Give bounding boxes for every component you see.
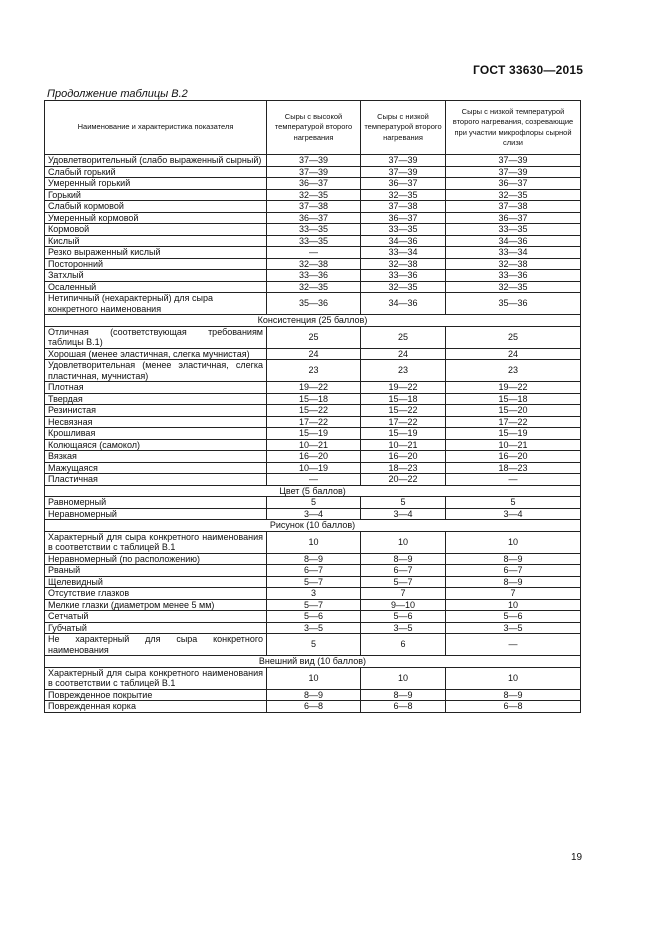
row-name: Поврежденное покрытие — [45, 689, 267, 701]
table-row — [45, 428, 581, 440]
row-name: Нетипичный (нехарактерный) для сыра конкретного наименования — [45, 293, 267, 315]
table-row — [45, 701, 581, 713]
row-name: Крошливая — [45, 428, 267, 440]
table-row — [45, 576, 581, 588]
row-name: Слабый кормовой — [45, 201, 267, 213]
row-name: Мелкие глазки (диаметром менее 5 мм) — [45, 599, 267, 611]
table-row — [45, 497, 581, 509]
row-value: 6 — [361, 634, 446, 656]
row-value: 5 — [446, 497, 581, 509]
row-value: 15—19 — [267, 428, 361, 440]
row-value: 23 — [446, 360, 581, 382]
row-name: Посторонний — [45, 258, 267, 270]
table-row — [45, 326, 581, 348]
row-value: 10 — [361, 667, 446, 689]
row-value: 5—7 — [361, 576, 446, 588]
row-value: 36—37 — [446, 212, 581, 224]
table-row — [45, 189, 581, 201]
evaluation-table — [44, 100, 581, 713]
row-name: Неравномерный (по расположению) — [45, 553, 267, 565]
row-name: Горький — [45, 189, 267, 201]
table-row — [45, 622, 581, 634]
table-row — [45, 599, 581, 611]
row-value: 37—39 — [361, 155, 446, 167]
row-value: 37—39 — [446, 155, 581, 167]
row-value: 5—6 — [267, 611, 361, 623]
row-value: 8—9 — [446, 576, 581, 588]
row-value: 32—38 — [361, 258, 446, 270]
row-value: 7 — [361, 588, 446, 600]
row-value: 5 — [361, 497, 446, 509]
row-value: 16—20 — [267, 451, 361, 463]
row-value: 8—9 — [267, 553, 361, 565]
row-value: 33—36 — [446, 270, 581, 282]
row-name: Слабый горький — [45, 166, 267, 178]
row-name: Колющаяся (самокол) — [45, 439, 267, 451]
section-heading: Рисунок (10 баллов) — [45, 520, 581, 532]
row-value: 10 — [361, 531, 446, 553]
row-value: 16—20 — [446, 451, 581, 463]
table-row — [45, 611, 581, 623]
row-value: 3—4 — [267, 508, 361, 520]
row-value: 37—38 — [361, 201, 446, 213]
row-value: 25 — [267, 326, 361, 348]
table-row — [45, 565, 581, 577]
column-header: Сыры с высокой температурой второго нагревания — [267, 101, 361, 155]
table-row — [45, 474, 581, 486]
row-value: — — [267, 474, 361, 486]
row-value: 17—22 — [267, 416, 361, 428]
row-value: 19—22 — [267, 382, 361, 394]
row-value: 24 — [361, 348, 446, 360]
row-name: Удовлетворительный (слабо выраженный сырный) — [45, 155, 267, 167]
row-value: 24 — [446, 348, 581, 360]
row-value: 32—38 — [267, 258, 361, 270]
row-value: 32—35 — [446, 281, 581, 293]
table-row — [45, 439, 581, 451]
table-row — [45, 212, 581, 224]
row-value: 33—36 — [267, 270, 361, 282]
page-number: 19 — [571, 852, 583, 863]
row-name: Умеренный кормовой — [45, 212, 267, 224]
section-row — [45, 485, 581, 497]
row-value: 6—7 — [446, 565, 581, 577]
row-name: Неравномерный — [45, 508, 267, 520]
row-value: 32—35 — [361, 281, 446, 293]
row-value: 8—9 — [361, 553, 446, 565]
row-value: 3 — [267, 588, 361, 600]
row-value: 16—20 — [361, 451, 446, 463]
row-value: 19—22 — [446, 382, 581, 394]
row-value: 35—36 — [267, 293, 361, 315]
section-heading: Консистенция (25 баллов) — [45, 315, 581, 327]
table-row — [45, 553, 581, 565]
row-value: 18—23 — [361, 462, 446, 474]
row-value: 17—22 — [446, 416, 581, 428]
row-value: 23 — [267, 360, 361, 382]
row-value: 36—37 — [267, 178, 361, 190]
table-caption: Продолжение таблицы В.2 — [47, 88, 188, 100]
table-row — [45, 155, 581, 167]
row-value: 15—20 — [446, 405, 581, 417]
row-name: Хорошая (менее эластичная, слегка мучнистая) — [45, 348, 267, 360]
row-name: Отсутствие глазков — [45, 588, 267, 600]
row-value: 19—22 — [361, 382, 446, 394]
row-name: Губчатый — [45, 622, 267, 634]
row-value: 5—6 — [446, 611, 581, 623]
table-row — [45, 235, 581, 247]
table-row — [45, 382, 581, 394]
row-value: 6—7 — [267, 565, 361, 577]
row-value: — — [267, 247, 361, 259]
table-row — [45, 178, 581, 190]
row-value: 32—35 — [267, 189, 361, 201]
row-value: 33—35 — [267, 224, 361, 236]
row-name: Мажущаяся — [45, 462, 267, 474]
row-value: 32—38 — [446, 258, 581, 270]
section-row — [45, 520, 581, 532]
row-value: — — [446, 634, 581, 656]
row-value: 5—7 — [267, 576, 361, 588]
row-value: 34—36 — [361, 235, 446, 247]
row-value: 33—34 — [361, 247, 446, 259]
row-name: Характерный для сыра конкретного наименования в соответствии с таблицей В.1 — [45, 531, 267, 553]
table-row — [45, 462, 581, 474]
row-value: 10 — [446, 599, 581, 611]
document-standard-number: ГОСТ 33630—2015 — [473, 63, 584, 77]
row-name: Характерный для сыра конкретного наименования в соответствии с таблицей В.1 — [45, 667, 267, 689]
row-value: 3—4 — [446, 508, 581, 520]
row-value: 35—36 — [446, 293, 581, 315]
row-value: 37—38 — [267, 201, 361, 213]
table-row — [45, 258, 581, 270]
row-value: 10—21 — [361, 439, 446, 451]
table-row — [45, 634, 581, 656]
table-row — [45, 247, 581, 259]
row-value: 3—5 — [361, 622, 446, 634]
table-row — [45, 293, 581, 315]
table-row — [45, 224, 581, 236]
row-value: 15—22 — [361, 405, 446, 417]
row-value: 10 — [446, 667, 581, 689]
row-value: 33—35 — [267, 235, 361, 247]
row-value: 37—38 — [446, 201, 581, 213]
section-row — [45, 315, 581, 327]
row-value: 33—35 — [446, 224, 581, 236]
row-value: 37—39 — [446, 166, 581, 178]
column-header: Сыры с низкой температурой второго нагревания, созревающие при участии микрофлоры сырной слизи — [446, 101, 581, 155]
row-value: 15—18 — [267, 393, 361, 405]
row-value: 5—7 — [267, 599, 361, 611]
table-row — [45, 416, 581, 428]
row-value: 3—4 — [361, 508, 446, 520]
row-value: 6—8 — [361, 701, 446, 713]
row-value: 8—9 — [267, 689, 361, 701]
table-row — [45, 531, 581, 553]
row-value: 37—39 — [361, 166, 446, 178]
row-name: Рваный — [45, 565, 267, 577]
row-name: Поврежденная корка — [45, 701, 267, 713]
table-row — [45, 508, 581, 520]
row-value: 10—21 — [267, 439, 361, 451]
row-value: 34—36 — [361, 293, 446, 315]
table-row — [45, 393, 581, 405]
row-name: Пластичная — [45, 474, 267, 486]
row-value: 23 — [361, 360, 446, 382]
row-value: 33—36 — [361, 270, 446, 282]
section-row — [45, 656, 581, 668]
table-row — [45, 588, 581, 600]
row-name: Щелевидный — [45, 576, 267, 588]
row-value: 3—5 — [446, 622, 581, 634]
row-value: 33—35 — [361, 224, 446, 236]
row-value: 32—35 — [446, 189, 581, 201]
column-header: Наименование и характеристика показателя — [45, 101, 267, 155]
row-value: 5 — [267, 634, 361, 656]
table-row — [45, 348, 581, 360]
row-value: 32—35 — [267, 281, 361, 293]
table-row — [45, 166, 581, 178]
row-value: — — [446, 474, 581, 486]
row-name: Плотная — [45, 382, 267, 394]
table-row — [45, 281, 581, 293]
row-name: Резко выраженный кислый — [45, 247, 267, 259]
table-row — [45, 270, 581, 282]
row-value: 36—37 — [446, 178, 581, 190]
column-header: Сыры с низкой температурой второго нагревания — [361, 101, 446, 155]
row-value: 25 — [361, 326, 446, 348]
row-value: 3—5 — [267, 622, 361, 634]
row-value: 5—6 — [361, 611, 446, 623]
row-value: 20—22 — [361, 474, 446, 486]
row-value: 15—18 — [361, 393, 446, 405]
row-name: Сетчатый — [45, 611, 267, 623]
table-row — [45, 689, 581, 701]
row-value: 10—21 — [446, 439, 581, 451]
row-value: 36—37 — [361, 178, 446, 190]
row-value: 6—7 — [361, 565, 446, 577]
row-name: Резинистая — [45, 405, 267, 417]
row-value: 34—36 — [446, 235, 581, 247]
row-value: 15—19 — [446, 428, 581, 440]
row-value: 10 — [446, 531, 581, 553]
row-value: 18—23 — [446, 462, 581, 474]
row-name: Осаленный — [45, 281, 267, 293]
row-value: 8—9 — [446, 553, 581, 565]
row-value: 9—10 — [361, 599, 446, 611]
row-value: 37—39 — [267, 155, 361, 167]
row-value: 8—9 — [446, 689, 581, 701]
row-value: 25 — [446, 326, 581, 348]
row-value: 37—39 — [267, 166, 361, 178]
row-value: 10 — [267, 531, 361, 553]
row-name: Равномерный — [45, 497, 267, 509]
row-value: 10 — [267, 667, 361, 689]
row-name: Удовлетворительная (менее эластичная, слегка пластичная, мучнистая) — [45, 360, 267, 382]
section-heading: Цвет (5 баллов) — [45, 485, 581, 497]
section-heading: Внешний вид (10 баллов) — [45, 656, 581, 668]
row-name: Отличная (соответствующая требованиям таблицы В.1) — [45, 326, 267, 348]
row-value: 36—37 — [361, 212, 446, 224]
row-value: 15—18 — [446, 393, 581, 405]
table-row — [45, 405, 581, 417]
row-value: 36—37 — [267, 212, 361, 224]
row-value: 10—19 — [267, 462, 361, 474]
row-name: Твердая — [45, 393, 267, 405]
row-name: Вязкая — [45, 451, 267, 463]
row-value: 24 — [267, 348, 361, 360]
row-name: Несвязная — [45, 416, 267, 428]
row-value: 8—9 — [361, 689, 446, 701]
row-value: 6—8 — [267, 701, 361, 713]
row-name: Умеренный горький — [45, 178, 267, 190]
row-value: 17—22 — [361, 416, 446, 428]
row-value: 6—8 — [446, 701, 581, 713]
row-value: 7 — [446, 588, 581, 600]
table-row — [45, 360, 581, 382]
row-value: 33—34 — [446, 247, 581, 259]
table-header-row — [45, 101, 581, 155]
table-row — [45, 201, 581, 213]
row-name: Не характерный для сыра конкретного наименования — [45, 634, 267, 656]
row-name: Кислый — [45, 235, 267, 247]
row-value: 32—35 — [361, 189, 446, 201]
table-row — [45, 667, 581, 689]
table-row — [45, 451, 581, 463]
row-name: Затхлый — [45, 270, 267, 282]
row-value: 15—19 — [361, 428, 446, 440]
row-value: 15—22 — [267, 405, 361, 417]
row-name: Кормовой — [45, 224, 267, 236]
row-value: 5 — [267, 497, 361, 509]
